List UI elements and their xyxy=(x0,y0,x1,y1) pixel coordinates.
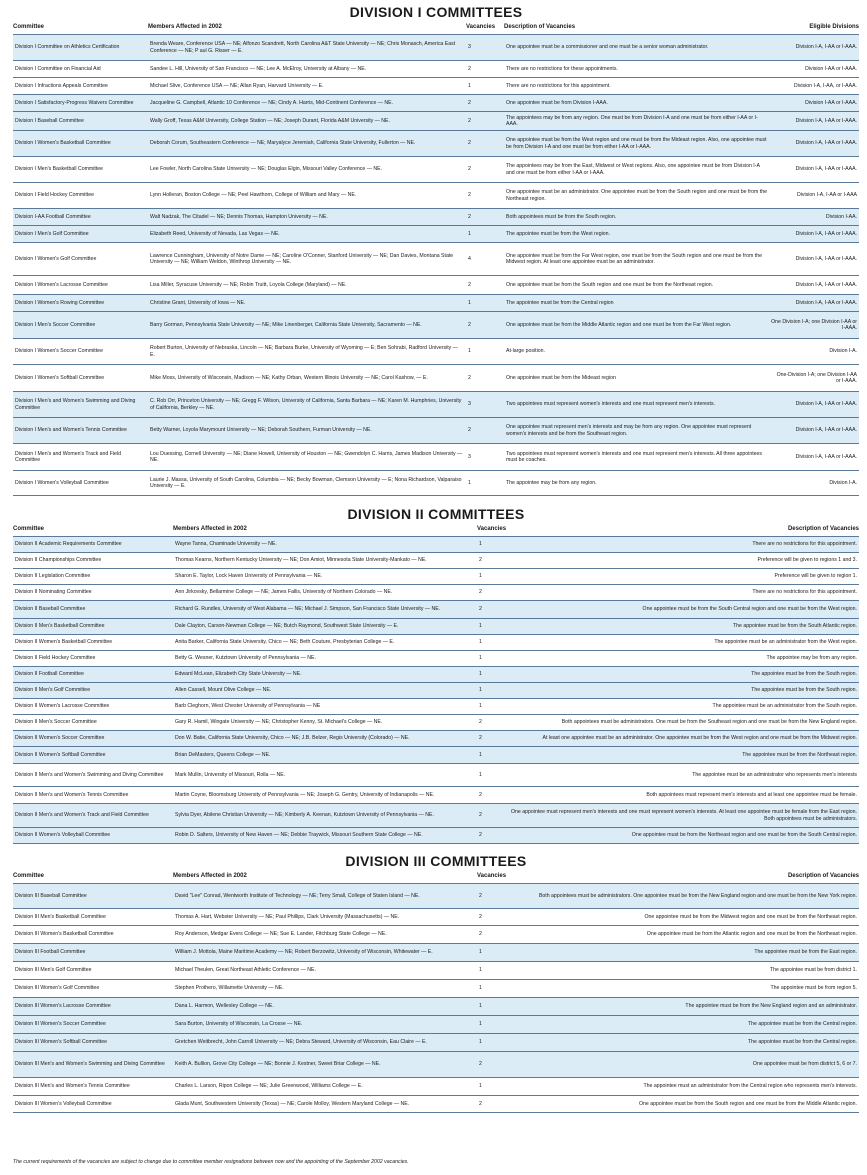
cell-description: One appointee must be from the South Central region and one must be from the West region. xyxy=(642,606,857,613)
division-2-title: DIVISION II COMMITTEES xyxy=(347,506,525,522)
cell-committee: Division II Legislation Committee xyxy=(15,573,91,580)
cell-members: Lawrence Cunningham, University of Notre Dame — NE; Caroline O'Conner, Stanford University — NE; Dan Davies, Montana State University — NE; William Weldon, Winthrop University — NE. xyxy=(150,252,454,265)
cell-description: The appointees may be from the East, Midwest or West regions. Also, one appointee must be from Division I-A and one must be from either I-AA or I-AAA. xyxy=(506,163,760,176)
cell-vacancies: 2 xyxy=(479,719,482,726)
table-row xyxy=(13,338,859,364)
cell-members: Lynn Holleran, Boston College — NE; Peel Hawthorn, College of William and Mary — NE. xyxy=(150,192,357,199)
cell-description: One appointee must represent men's interests and may be from any region. One appointee must represent women's interests and be from the Southeast region. xyxy=(506,424,752,437)
cell-members: Lisa Miller, Syracuse University — NE; Robin Truitt, Loyola College (Maryland) — NE. xyxy=(150,281,347,288)
cell-description: Both appointees must be administrators. One must be from the Southeast region and one must be from the New England region. xyxy=(561,719,857,726)
cell-eligible: Division I-A, I-AA or I-AAA. xyxy=(795,281,857,288)
cell-vacancies: 1 xyxy=(479,985,482,992)
cell-committee: Division III Baseball Committee xyxy=(15,892,87,899)
table-row xyxy=(13,275,859,294)
table-row xyxy=(13,311,859,338)
cell-committee: Division III Men's and Women's Swimming and Diving Committee xyxy=(15,1061,165,1068)
cell-vacancies: 1 xyxy=(468,230,471,237)
cell-description: One appointee must represent men's interests and one must represent women's interests. At least one appointee must be female from the East region. Both appointees must be administrators. xyxy=(511,809,857,822)
cell-description: Both appointees must be administrators. One appointee must be from the New England region and one must be from the New York region. xyxy=(538,892,857,899)
table-row xyxy=(13,730,859,746)
cell-description: Two appointees must represent women's interests and one must represent men's interests. xyxy=(506,401,716,408)
table-row xyxy=(13,60,859,77)
cell-eligible: Division I-A, I-AA or I-AAA. xyxy=(795,401,857,408)
cell-committee: Division II Field Hockey Committee xyxy=(15,655,96,662)
header-committee: Committee xyxy=(13,873,45,879)
cell-vacancies: 1 xyxy=(479,1021,482,1028)
cell-committee: Division I Women's Volleyball Committee xyxy=(15,479,109,486)
cell-vacancies: 1 xyxy=(479,623,482,630)
cell-vacancies: 1 xyxy=(468,479,471,486)
cell-vacancies: 2 xyxy=(479,606,482,613)
cell-committee: Division I Women's Lacrosse Committee xyxy=(15,281,108,288)
header-members: Members Affected in 2002 xyxy=(148,24,222,30)
cell-vacancies: 2 xyxy=(479,892,482,899)
cell-description: The appointee must be from the Northeast region. xyxy=(742,751,857,758)
cell-committee: Division II Men's Soccer Committee xyxy=(15,719,97,726)
cell-eligible: Division I-A, I-AA or I-AAA. xyxy=(795,140,857,147)
division-1-table xyxy=(13,34,859,496)
footnote: The current requirements of the vacancies are subject to change due to committee member resignations between now and the appointing of the September 2002 vacancies. xyxy=(13,1159,409,1165)
cell-vacancies: 1 xyxy=(479,771,482,778)
cell-vacancies: 1 xyxy=(479,751,482,758)
cell-committee: Division I Men's Soccer Committee xyxy=(15,321,96,328)
cell-members: Wally Groff, Texas A&M University, College Station — NE; Joseph Durant, Florida A&M University — NE. xyxy=(150,117,390,124)
cell-committee: Division I Women's Rowing Committee xyxy=(15,299,105,306)
division-1-title: DIVISION I COMMITTEES xyxy=(349,4,523,20)
cell-committee: Division I Field Hockey Committee xyxy=(15,192,94,199)
cell-committee: Division II Men's and Women's Track and Field Committee xyxy=(15,812,149,819)
cell-committee: Division I Women's Softball Committee xyxy=(15,374,105,381)
cell-eligible: Division I-A, I-AA or I-AAA. xyxy=(795,230,857,237)
cell-committee: Division II Men's and Women's Tennis Committee xyxy=(15,791,129,798)
cell-members: Mark Mullin, University of Missouri, Rolla — NE. xyxy=(175,771,286,778)
cell-eligible: Division I-A, I-AA or I-AAA. xyxy=(795,427,857,434)
cell-description: One appointee must be from district 5, 6 or 7. xyxy=(752,1061,857,1068)
cell-members: C. Rob Orr, Princeton University — NE; Gregg F. Wilson, University of California, Santa Barbara — NE; Karen M. Humphries, University of California, Berkley — NE. xyxy=(150,398,462,411)
cell-members: Edward McLean, Elizabeth City State University — NE. xyxy=(175,671,302,678)
cell-vacancies: 1 xyxy=(479,541,482,548)
cell-committee: Division I Committee on Athletics Certification xyxy=(15,44,120,51)
table-row xyxy=(13,391,859,417)
cell-committee: Division I Satisfactory-Progress Waivers Committee xyxy=(15,99,134,106)
cell-members: Jacqueline G. Campbell, Atlantic 10 Conference — NE; Cindy A. Harris, Mid-Continent Conference — NE. xyxy=(150,99,394,106)
table-row xyxy=(13,536,859,552)
cell-description: The appointee must be from the Central region. xyxy=(748,1039,857,1046)
table-row xyxy=(13,925,859,943)
cell-committee: Division III Football Committee xyxy=(15,949,86,956)
cell-vacancies: 2 xyxy=(468,427,471,434)
cell-members: Richard G. Rundles, University of West Alabama — NE; Michael J. Simpson, San Francisco State University — NE. xyxy=(175,606,441,613)
cell-description: The appointee must be an administrator from the South region. xyxy=(712,703,857,710)
cell-description: There are no restrictions for these appointments. xyxy=(506,65,618,72)
cell-description: There are no restrictions for this appointment. xyxy=(506,82,611,89)
cell-members: Don W. Batie, California State University, Chico — NE; J.B. Belzer, Regis University (Colorado) — NE. xyxy=(175,735,410,742)
cell-vacancies: 2 xyxy=(479,735,482,742)
cell-committee: Division I Men's and Women's Swimming and Diving Committee xyxy=(15,398,136,411)
cell-committee: Division I Women's Soccer Committee xyxy=(15,348,103,355)
cell-members: Thomas Kearns, Northern Kentucky University — NE; Don Amiot, Minnesota State University-Mankato — NE. xyxy=(175,557,427,564)
cell-members: David "Lee" Conrad, Wentworth Institute of Technology — NE; Terry Small, College of Staten Island — NE. xyxy=(175,892,420,899)
table-row xyxy=(13,242,859,275)
cell-committee: Division III Women's Golf Committee xyxy=(15,985,100,992)
cell-members: Michael Theulen, Great Northeast Athletic Conference — NE. xyxy=(175,967,316,974)
cell-vacancies: 4 xyxy=(468,255,471,262)
cell-vacancies: 2 xyxy=(468,374,471,381)
cell-vacancies: 1 xyxy=(479,1083,482,1090)
table-row xyxy=(13,34,859,60)
cell-vacancies: 2 xyxy=(479,791,482,798)
cell-vacancies: 2 xyxy=(468,99,471,106)
table-row xyxy=(13,746,859,763)
cell-vacancies: 2 xyxy=(468,321,471,328)
cell-members: Michael Slive, Conference USA — NE; Allan Ryan, Harvard University — E. xyxy=(150,82,324,89)
table-row xyxy=(13,1077,859,1095)
cell-vacancies: 2 xyxy=(468,213,471,220)
cell-members: Keith A. Bullion, Grove City College — NE; Bonnie J. Kestner, Sweet Briar College — NE. xyxy=(175,1061,381,1068)
cell-vacancies: 2 xyxy=(479,913,482,920)
cell-members: Wayne Tanna, Chaminade University — NE. xyxy=(175,541,277,548)
table-row xyxy=(13,1015,859,1033)
cell-description: Both appointees must represent men's interests and at least one appointee must be female. xyxy=(646,791,857,798)
cell-members: Christine Grant, University of Iowa — NE. xyxy=(150,299,246,306)
cell-description: The appointee must be an administrator who represents men's interests xyxy=(692,771,857,778)
cell-description: Preference will be given to region 1. xyxy=(774,573,857,580)
cell-description: The appointee must be from the South region. xyxy=(751,671,857,678)
cell-members: Anita Barker, California State University, Chico — NE; Beth Couture, Presbyterian College — E. xyxy=(175,639,395,646)
cell-members: Walt Nadzak, The Citadel — NE; Dennis Thomas, Hampton University — NE. xyxy=(150,213,328,220)
cell-members: Brenda Weare, Conference USA — NE; Alfonzo Scandrett, North Carolina A&T State University — NE; Chris Monasch, America East Conference — NE; P aul G. Risser — E. xyxy=(150,41,456,54)
cell-members: William J. Mottola, Maine Maritime Academy — NE; Robert Berzowitz, University of Wisconsin, Whitewater — E. xyxy=(175,949,433,956)
cell-description: One appointee must be an administrator. One appointee must be from the South region and one must be from the Northeast region. xyxy=(506,189,767,202)
cell-members: Gretchen Weitbrecht, John Carroll University — NE; Debra Steward, University of Wisconsin, Eau Claire — E. xyxy=(175,1039,427,1046)
cell-committee: Division III Men's and Women's Tennis Committee xyxy=(15,1083,130,1090)
cell-vacancies: 2 xyxy=(479,1061,482,1068)
cell-committee: Division I Women's Basketball Committee xyxy=(15,140,111,147)
table-row xyxy=(13,470,859,496)
cell-description: One appointee must be from the Northeast region and one must be from the South Central region. xyxy=(631,832,857,839)
division-3-title: DIVISION III COMMITTEES xyxy=(345,853,527,869)
header-vacancies: Vacancies xyxy=(477,526,507,532)
cell-description: The appointee must be an administrator from the West region. xyxy=(714,639,857,646)
division-2-table xyxy=(13,536,859,844)
cell-vacancies: 3 xyxy=(468,453,471,460)
table-row xyxy=(13,1033,859,1051)
cell-members: Martin Coyne, Bloomsburg University of Pennsylvania — NE; Joseph G. Gentry, University of Indianapolis — NE. xyxy=(175,791,435,798)
cell-committee: Division III Women's Lacrosse Committee xyxy=(15,1003,111,1010)
cell-eligible: One-Division I-A; one Division I-AA or I-AAA. xyxy=(776,371,857,384)
table-row xyxy=(13,600,859,618)
cell-members: Allen Cassell, Mount Olive College — NE. xyxy=(175,687,272,694)
cell-vacancies: 2 xyxy=(479,1100,482,1107)
table-row xyxy=(13,364,859,391)
cell-description: One appointee must be from the West region and one must be from the Mideast region. Also, one appointee must be from Division I-A and one must be from either I-AA or I-AAA. xyxy=(506,137,767,150)
header-vacancies: Vacancies xyxy=(466,24,496,30)
cell-vacancies: 2 xyxy=(468,166,471,173)
table-row xyxy=(13,94,859,111)
cell-eligible: Division I-A, I-AA or I-AAA. xyxy=(795,453,857,460)
cell-vacancies: 1 xyxy=(479,1003,482,1010)
table-row xyxy=(13,634,859,650)
table-row xyxy=(13,666,859,682)
header-members: Members Affected in 2002 xyxy=(173,873,247,879)
cell-committee: Division I Men's and Women's Track and Field Committee xyxy=(15,450,121,463)
cell-members: Sara Burton, University of Wisconsin, La Crosse — NE. xyxy=(175,1021,303,1028)
cell-description: There are no restrictions for this appointment. xyxy=(752,589,857,596)
cell-committee: Division I Infractions Appeals Committee xyxy=(15,82,108,89)
cell-members: Barb Cleghorn, West Chester University of Pennsylvania — NE xyxy=(175,703,321,710)
cell-members: Elizabeth Reed, University of Nevada, Las Vegas — NE. xyxy=(150,230,280,237)
cell-description: The appointee must be from the South Atlantic region. xyxy=(733,623,857,630)
header-vacancies: Vacancies xyxy=(477,873,507,879)
cell-committee: Division I Men's Golf Committee xyxy=(15,230,89,237)
division-3-header xyxy=(13,869,859,883)
cell-members: Robin D. Salters, University of New Haven — NE; Debbie Traywick, Missouri Southern State College — NE. xyxy=(175,832,423,839)
cell-vacancies: 2 xyxy=(479,557,482,564)
cell-committee: Division I Committee on Financial Aid xyxy=(15,65,101,72)
cell-members: Charles L. Larson, Ripon College — NE; Julie Greenwood, Williams College — E. xyxy=(175,1083,363,1090)
cell-members: Mike Moss, University of Wisconsin, Madison — NE; Kathy Orban, Western Illinois University — NE; Carol Kashow, — E. xyxy=(150,374,428,381)
cell-members: Brian DeMasters, Queens College — NE. xyxy=(175,751,271,758)
table-row xyxy=(13,908,859,925)
cell-description: The appointee must be from the Central region xyxy=(506,299,614,306)
cell-vacancies: 1 xyxy=(479,687,482,694)
cell-committee: Division III Men's Basketball Committee xyxy=(15,913,106,920)
cell-committee: Division III Women's Soccer Committee xyxy=(15,1021,106,1028)
cell-members: Sandee L. Hill, University of San Francisco — NE; Lee A. McElroy, University at Albany — NE. xyxy=(150,65,367,72)
cell-committee: Division I Men's Basketball Committee xyxy=(15,166,104,173)
cell-vacancies: 1 xyxy=(468,82,471,89)
cell-description: There are no restrictions for this appointment. xyxy=(752,541,857,548)
cell-members: Barry Gorman, Pennsylvania State University — NE; Mike Linenberger, California State University, Sacramento — NE. xyxy=(150,321,422,328)
cell-description: One appointee must be from the Far West region, one must be from the South region and one must be from the Midwest region. At least one appointee must be an administrator. xyxy=(506,252,762,265)
cell-members: Laurie J. Massa, University of South Carolina, Columbia — NE; Becky Bowman, Clemson University — E; Nona Richardson, Valparaiso University — E. xyxy=(150,476,462,489)
cell-eligible: Division I-A, I-AA or I-AAA xyxy=(797,192,857,199)
table-row xyxy=(13,1095,859,1113)
table-row xyxy=(13,584,859,600)
cell-committee: Division II Football Committee xyxy=(15,671,84,678)
table-row xyxy=(13,827,859,844)
cell-committee: Division I-AA Football Committee xyxy=(15,213,91,220)
cell-committee: Division II Men's and Women's Swimming and Diving Committee xyxy=(15,771,164,778)
cell-vacancies: 2 xyxy=(479,931,482,938)
cell-eligible: Division I-A, I-AA or I-AAA. xyxy=(795,299,857,306)
table-row xyxy=(13,77,859,94)
cell-vacancies: 2 xyxy=(468,281,471,288)
cell-committee: Division I Men's and Women's Tennis Committee xyxy=(15,427,127,434)
cell-members: Glada Munt, Southwestern University (Texas) — NE; Carole Molloy, Western Maryland College — NE. xyxy=(175,1100,410,1107)
cell-eligible: Division I-A, I-AA, or I-AAA. xyxy=(793,82,857,89)
cell-members: Dale Clayton, Carson-Newman College — NE; Butch Raymond, Southwest State University — E. xyxy=(175,623,399,630)
table-row xyxy=(13,568,859,584)
cell-description: One appointee must be from the Atlantic region and one must be from the Northeast region. xyxy=(646,931,857,938)
cell-vacancies: 2 xyxy=(468,65,471,72)
cell-members: Roy Anderson, Medgar Evers College — NE; Sue E. Lander, Fitchburg State College — NE. xyxy=(175,931,387,938)
table-row xyxy=(13,552,859,568)
table-row xyxy=(13,618,859,634)
cell-eligible: Division I-AA. xyxy=(825,213,857,220)
cell-committee: Division I Baseball Committee xyxy=(15,117,84,124)
table-row xyxy=(13,225,859,242)
cell-eligible: Division I-AA or I-AAA. xyxy=(805,65,857,72)
cell-committee: Division II Women's Softball Committee xyxy=(15,751,106,758)
cell-description: The appointee may be from any region. xyxy=(766,655,857,662)
cell-committee: Division II Baseball Committee xyxy=(15,606,86,613)
header-description: Description of Vacancies xyxy=(787,873,859,879)
cell-eligible: Division I-AA or I-AAA. xyxy=(805,99,857,106)
cell-description: The appointee must be from the South region. xyxy=(751,687,857,694)
cell-description: Two appointees must represent women's interests and one must represent men's interests. All three appointees must be coaches. xyxy=(506,450,763,463)
cell-vacancies: 1 xyxy=(479,655,482,662)
cell-description: The appointee may be from any region. xyxy=(506,479,597,486)
cell-members: Sharon E. Taylor, Lock Haven University of Pennsylvania — NE. xyxy=(175,573,323,580)
cell-description: The appointee must be from the New England region and an administrator. xyxy=(685,1003,857,1010)
cell-description: The appointee must be from region 5. xyxy=(770,985,857,992)
cell-members: Deborah Corum, Southeastern Conference — NE; Maryalyce Jeremiah, California State University, Fullerton — NE. xyxy=(150,140,416,147)
cell-description: One appointee must be from the Midwest region and one must be from the Northeast region. xyxy=(644,913,857,920)
cell-description: One appointee must be from the South region and one must be from the Northeast region. xyxy=(506,281,714,288)
cell-committee: Division III Women's Volleyball Committee xyxy=(15,1100,112,1107)
cell-eligible: Division I-A, I-AA or I-AAA. xyxy=(795,117,857,124)
cell-description: One appointee must be from the Middle Atlantic region and one must be from the Far West region. xyxy=(506,321,732,328)
cell-committee: Division II Women's Basketball Committee xyxy=(15,639,113,646)
cell-committee: Division I Women's Golf Committee xyxy=(15,255,97,262)
table-row xyxy=(13,803,859,827)
table-row xyxy=(13,979,859,997)
cell-members: Ann Jirkovsky, Bellarmine College — NE; James Fallis, University of Northern Colorado — NE. xyxy=(175,589,393,596)
cell-vacancies: 2 xyxy=(468,192,471,199)
table-row xyxy=(13,111,859,130)
cell-vacancies: 3 xyxy=(468,401,471,408)
cell-description: The appointee must be from the East region. xyxy=(754,949,857,956)
cell-vacancies: 1 xyxy=(479,639,482,646)
cell-committee: Division II Women's Soccer Committee xyxy=(15,735,105,742)
cell-committee: Division III Men's Golf Committee xyxy=(15,967,92,974)
cell-vacancies: 1 xyxy=(468,299,471,306)
table-row xyxy=(13,130,859,156)
cell-vacancies: 1 xyxy=(479,949,482,956)
cell-description: The appointees may be from any region. One must be from Division I-A and one must be from either I-AA or I-AAA. xyxy=(506,114,758,127)
cell-description: The appointee must be from district 1. xyxy=(769,967,857,974)
header-description: Description of Vacancies xyxy=(504,24,576,30)
cell-members: Dana L. Harmon, Wellesley College — NE. xyxy=(175,1003,274,1010)
cell-committee: Division II Women's Lacrosse Committee xyxy=(15,703,110,710)
table-row xyxy=(13,714,859,730)
table-row xyxy=(13,883,859,908)
cell-committee: Division II Championships Committee xyxy=(15,557,102,564)
table-row xyxy=(13,943,859,961)
cell-eligible: Division I-A, I-AA or I-AAA. xyxy=(795,255,857,262)
table-row xyxy=(13,294,859,311)
division-1-header xyxy=(13,20,859,34)
cell-eligible: Division I-A. xyxy=(829,479,857,486)
cell-vacancies: 2 xyxy=(468,140,471,147)
cell-members: Lee Fowler, North Carolina State University — NE; Douglas Elgin, Missouri Valley Conference — NE. xyxy=(150,166,382,173)
cell-committee: Division II Men's Basketball Committee xyxy=(15,623,105,630)
cell-committee: Division III Women's Basketball Committee xyxy=(15,931,114,938)
cell-description: One appointee must be a commissioner and one must be a senior woman administrator. xyxy=(506,44,709,51)
cell-committee: Division II Academic Requirements Committee xyxy=(15,541,122,548)
cell-committee: Division II Men's Golf Committee xyxy=(15,687,91,694)
cell-description: One appointee must be from Division I-AAA. xyxy=(506,99,608,106)
cell-vacancies: 1 xyxy=(479,967,482,974)
table-row xyxy=(13,763,859,786)
cell-description: The appointee must an administrator from the Central region who represents men's interests. xyxy=(643,1083,857,1090)
cell-vacancies: 2 xyxy=(468,117,471,124)
cell-members: Gary R. Hamil, Wingate University — NE; Christopher Kenny, St. Michael's College — NE. xyxy=(175,719,383,726)
header-members: Members Affected in 2002 xyxy=(173,526,247,532)
cell-committee: Division II Nominating Committee xyxy=(15,589,92,596)
division-3-table xyxy=(13,883,859,1113)
cell-description: The appointee must be from the West region. xyxy=(506,230,610,237)
cell-vacancies: 1 xyxy=(479,703,482,710)
table-row xyxy=(13,1051,859,1077)
header-description: Description of Vacancies xyxy=(787,526,859,532)
division-2-header xyxy=(13,522,859,536)
table-row xyxy=(13,698,859,714)
cell-eligible: One Division I-A; one Division I-AA or I-AAA. xyxy=(771,318,857,331)
header-committee: Committee xyxy=(13,526,45,532)
table-row xyxy=(13,997,859,1015)
header-eligible: Eligible Divisions xyxy=(809,24,859,30)
table-row xyxy=(13,417,859,443)
cell-members: Thomas A. Hart, Webster University — NE; Paul Phillips, Clark University (Massachusetts) — NE. xyxy=(175,913,400,920)
cell-committee: Division III Women's Softball Committee xyxy=(15,1039,107,1046)
cell-description: Both appointees must be from the South region. xyxy=(506,213,617,220)
cell-vacancies: 1 xyxy=(468,348,471,355)
cell-members: Lou Duessing, Cornell University — NE; Diane Howell, University of Houston — NE; Gwendolyn C. Harris, James Madison University — NE. xyxy=(150,450,463,463)
cell-description: The appointee must be from the Central region. xyxy=(748,1021,857,1028)
cell-committee: Division II Women's Volleyball Committee xyxy=(15,832,111,839)
cell-vacancies: 2 xyxy=(479,589,482,596)
table-row xyxy=(13,208,859,225)
cell-members: Stephen Prothero, Willamette University — NE. xyxy=(175,985,284,992)
table-row xyxy=(13,443,859,470)
cell-vacancies: 1 xyxy=(479,573,482,580)
cell-description: At least one appointee must be an administrator. One appointee must be from the West region and one must be from the Midwest region. xyxy=(542,735,857,742)
cell-eligible: Division I-A, I-AA or I-AAA. xyxy=(795,44,857,51)
table-row xyxy=(13,961,859,979)
cell-vacancies: 1 xyxy=(479,671,482,678)
table-row xyxy=(13,156,859,182)
table-row xyxy=(13,682,859,698)
cell-members: Betty G. Wesner, Kutztown University of Pennsylvania — NE. xyxy=(175,655,316,662)
cell-members: Robert Burton, University of Nebraska, Lincoln — NE; Barbara Burke, University of Wyoming — E; Ben Sohrabi, Radford University — E. xyxy=(150,345,458,358)
cell-vacancies: 2 xyxy=(479,812,482,819)
table-row xyxy=(13,650,859,666)
cell-members: Betty Warner, Loyola Marymount University — NE; Deborah Southern, Furman University — NE. xyxy=(150,427,372,434)
committee-vacancies-page xyxy=(13,4,859,1113)
cell-members: Sylvia Dyer, Abilene Christian University — NE; Kimberly A. Keenan, Kutztown University of Pennsylvania — NE. xyxy=(175,812,434,819)
cell-description: Preference will be given to regions 1 and 3. xyxy=(757,557,857,564)
header-committee: Committee xyxy=(13,24,45,30)
cell-description: One appointee must be from the South region and one must be from the Middle Atlantic region. xyxy=(638,1100,857,1107)
cell-description: At-large position. xyxy=(506,348,545,355)
table-row xyxy=(13,182,859,208)
cell-vacancies: 2 xyxy=(479,832,482,839)
cell-description: One appointee must be from the Mideast region xyxy=(506,374,616,381)
cell-eligible: Division I-A. xyxy=(829,348,857,355)
cell-vacancies: 3 xyxy=(468,44,471,51)
table-row xyxy=(13,786,859,803)
cell-vacancies: 1 xyxy=(479,1039,482,1046)
cell-eligible: Division I-A, I-AA or I-AAA. xyxy=(795,166,857,173)
